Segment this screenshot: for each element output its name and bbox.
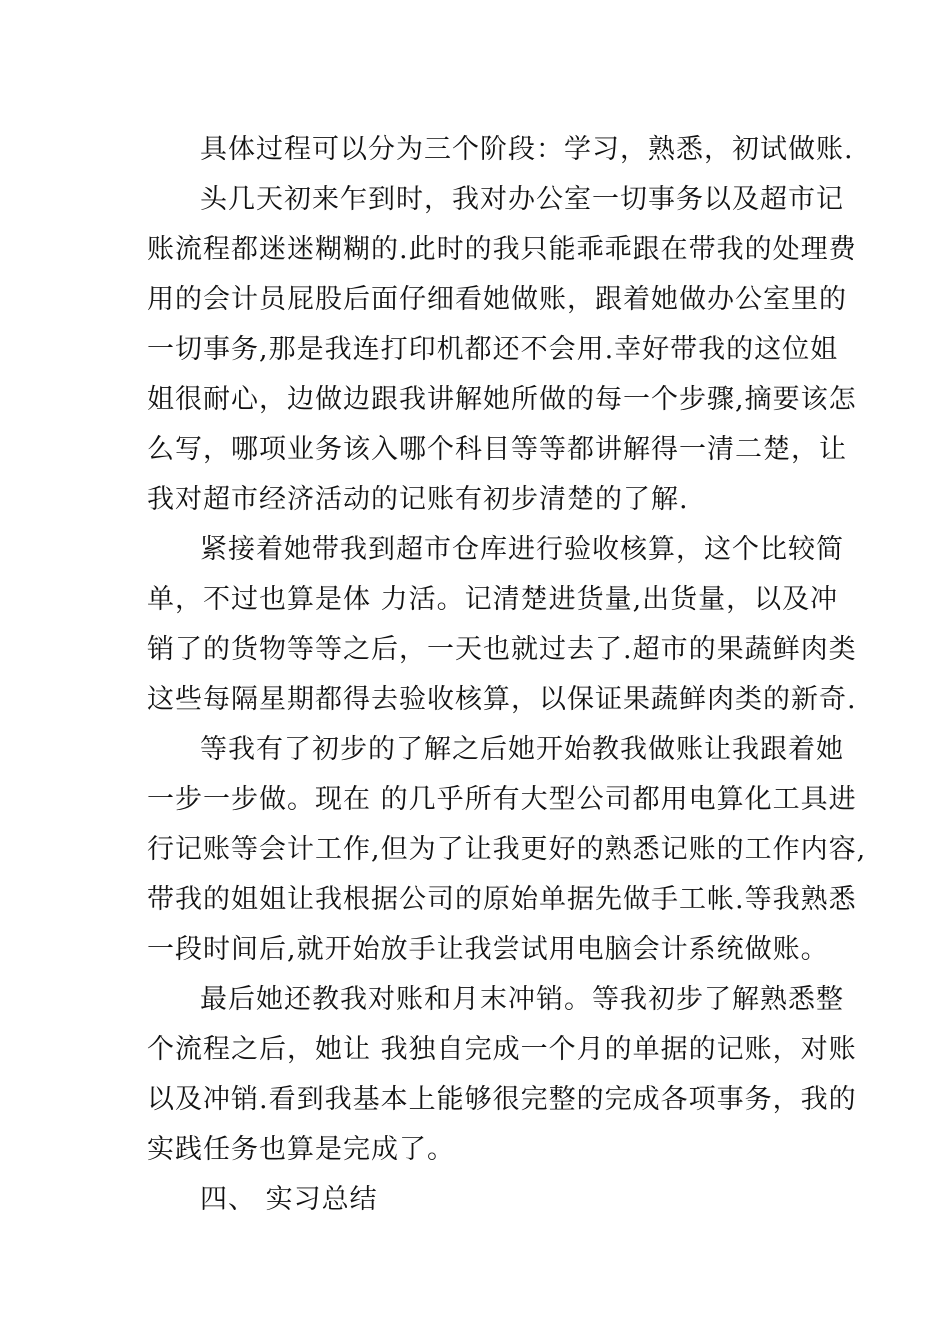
text-line: 等我有了初步的了解之后她开始教我做账让我跟着她	[200, 734, 844, 765]
text-line: 一步一步做。现在 的几乎所有大型公司都用电算化工具进	[147, 784, 857, 815]
text-line: 紧接着她带我到超市仓库进行验收核算，这个比较简	[200, 534, 844, 565]
text-line: 账流程都迷迷糊糊的.此时的我只能乖乖跟在带我的处理费	[147, 234, 857, 265]
text-line: 个流程之后，她让 我独自完成一个月的单据的记账，对账	[147, 1034, 857, 1065]
text-line: 销了的货物等等之后，一天也就过去了.超市的果蔬鲜肉类	[147, 634, 857, 665]
text-line: 一切事务,那是我连打印机都还不会用.幸好带我的这位姐	[147, 334, 839, 365]
text-line: 一段时间后,就开始放手让我尝试用电脑会计系统做账。	[147, 934, 829, 965]
text-line: 带我的姐姐让我根据公司的原始单据先做手工帐.等我熟悉	[147, 884, 857, 915]
text-line: 这些每隔星期都得去验收核算，以保证果蔬鲜肉类的新奇.	[147, 684, 857, 715]
text-line: 实践任务也算是完成了。	[147, 1134, 455, 1165]
text-line: 用的会计员屁股后面仔细看她做账，跟着她做办公室里的	[147, 284, 847, 315]
section-heading: 四、 实习总结	[200, 1184, 378, 1215]
text-line: 具体过程可以分为三个阶段：学习，熟悉，初试做账.	[200, 134, 854, 165]
text-line: 头几天初来乍到时，我对办公室一切事务以及超市记	[200, 184, 844, 215]
text-line: 最后她还教我对账和月末冲销。等我初步了解熟悉整	[200, 984, 844, 1015]
text-line: 以及冲销.看到我基本上能够很完整的完成各项事务，我的	[147, 1084, 857, 1115]
text-line: 单，不过也算是体 力活。记清楚进货量,出货量，以及冲	[147, 584, 839, 615]
text-line: 姐很耐心，边做边跟我讲解她所做的每一个步骤,摘要该怎	[147, 384, 857, 415]
text-line: 行记账等会计工作,但为了让我更好的熟悉记账的工作内容,	[147, 834, 867, 865]
text-line: 我对超市经济活动的记账有初步清楚的了解.	[147, 484, 689, 515]
text-line: 么写，哪项业务该入哪个科目等等都讲解得一清二楚，让	[147, 434, 847, 465]
